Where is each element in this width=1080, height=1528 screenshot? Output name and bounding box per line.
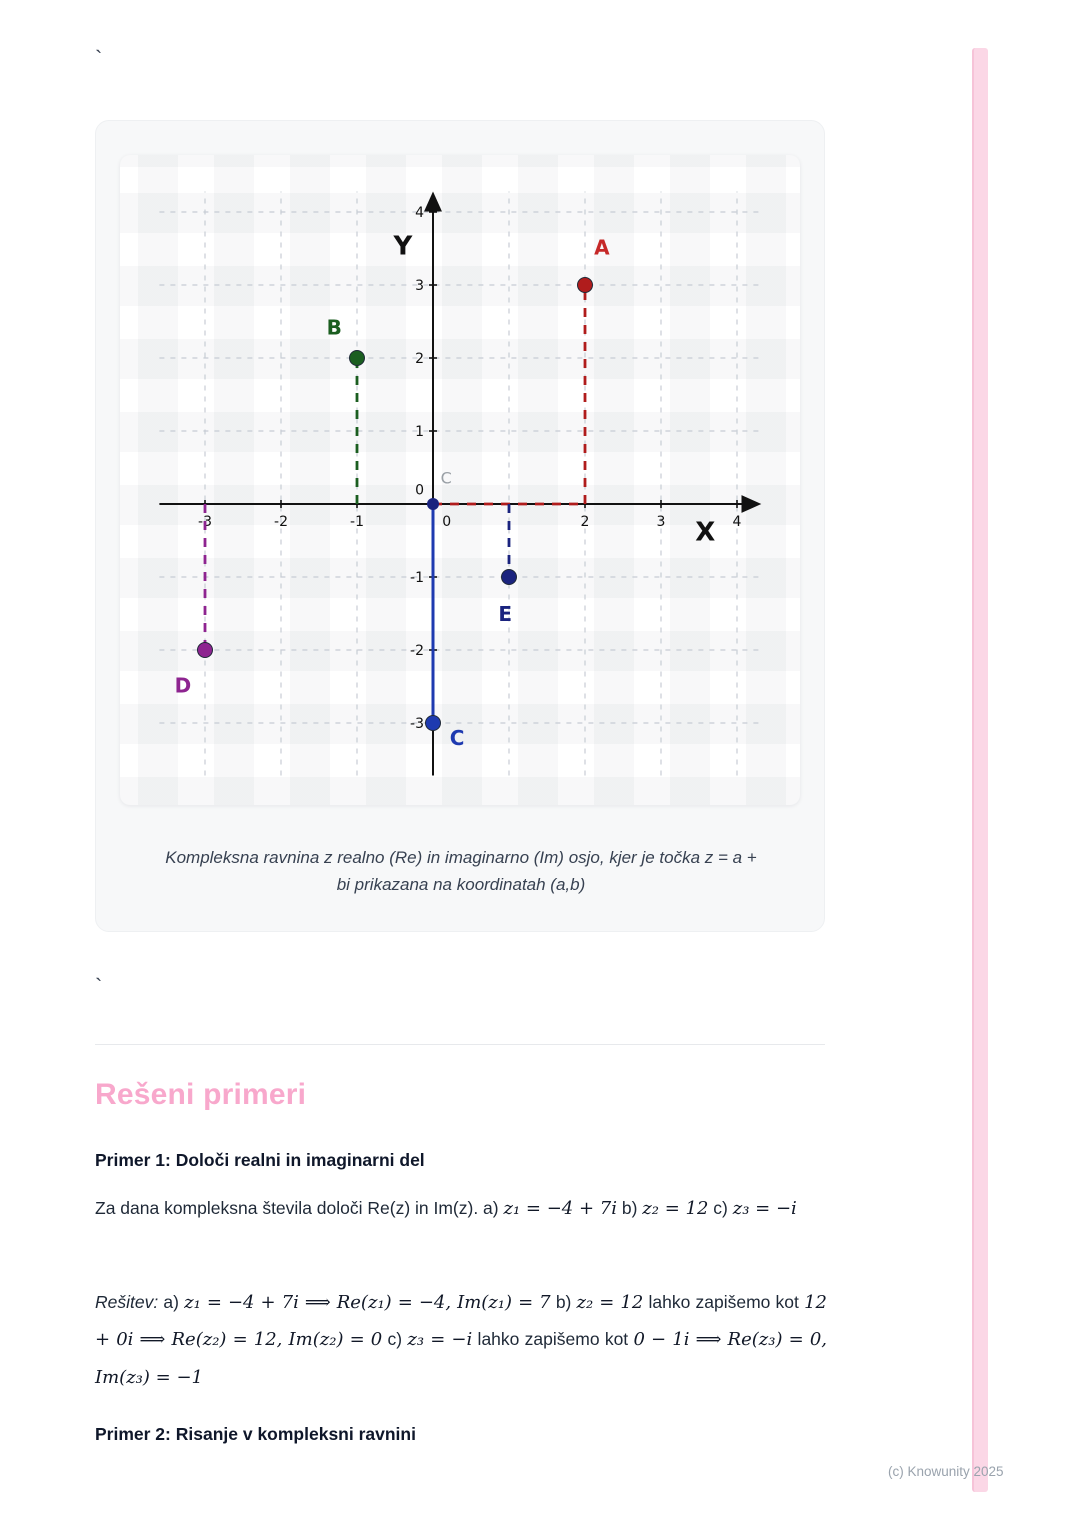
text-run: lahko zapišemo kot [643,1292,805,1312]
y-tick-label: 2 [415,351,424,367]
origin-label: C [440,468,452,488]
y-tick-label: 1 [415,424,424,440]
solution-label: Rešitev: [95,1292,159,1312]
y-tick-label: -1 [410,570,424,586]
example1-title: Primer 1: Določi realni in imaginarni del [95,1150,425,1170]
data-point [198,643,213,658]
text-run: b) [550,1292,577,1312]
x-tick-label: -3 [198,514,212,530]
math-run: z₃ = −i [732,1198,797,1219]
y-tick-label: -2 [410,643,424,659]
backtick-top: ` [95,46,103,71]
data-point [578,278,593,293]
x-tick-label: -2 [274,514,288,530]
data-point [426,716,441,731]
text-run: c) [708,1198,733,1218]
x-tick-label: 4 [732,514,742,530]
math-run: z₂ = 12 [642,1198,709,1219]
math-run: 0 − 1i ⟹ Re(z₃) = 0, Im(z₃) = −1 [95,1329,827,1388]
text-run: a) [158,1292,185,1312]
text-run: b) [616,1198,643,1218]
y-tick-label: 0 [415,482,424,499]
chart-panel [120,155,800,805]
math-run: z₁ = −4 + 7i [503,1198,617,1219]
math-run: z₁ = −4 + 7i ⟹ Re(z₁) = −4, Im(z₁) = 7 [184,1292,551,1313]
complex-plane-chart [120,155,800,805]
data-point [502,570,517,585]
x-tick-label: -1 [350,514,364,530]
x-axis-label: X [695,517,716,548]
math-run: 12 + 0i ⟹ Re(z₂) = 12, Im(z₂) = 0 [95,1292,827,1351]
point-label: B [326,315,342,340]
figure-card [95,120,825,932]
text-run: lahko zapišemo kot [472,1329,634,1350]
origin-point [427,498,439,510]
y-tick-label: 3 [415,278,424,294]
math-run: z₂ = 12 [576,1292,644,1313]
x-tick-label: 0 [442,514,452,530]
x-tick-label: 3 [656,514,666,530]
solution-body [95,1284,827,1396]
x-tick-label: 2 [580,514,590,530]
point-label: A [594,235,610,260]
y-tick-label: 4 [415,205,424,221]
data-point [350,351,365,366]
text-run: Za dana kompleksna števila določi Re(z) in Im(z). a) [95,1198,504,1218]
text-run: c) [382,1329,408,1350]
point-label: C [449,725,465,750]
point-label: E [498,601,513,626]
example2-title: Primer 2: Risanje v kompleksni ravnini [95,1424,416,1444]
y-axis-label: Y [393,231,413,262]
section-heading: Rešeni primeri [95,1078,307,1111]
figure-caption: Kompleksna ravnina z realno (Re) in imaginarno (Im) osjo, kjer je točka z = a + bi prikazana na koordinatah (a,b) [165,848,757,895]
backtick-bottom: ` [95,974,103,999]
footer-credit: (c) Knowunity 2025 [888,1464,1004,1479]
math-run: z₃ = −i [407,1329,473,1351]
y-tick-label: -3 [410,716,424,732]
example1-body [95,1190,827,1227]
page-edge-accent [972,48,988,1492]
divider [95,1044,825,1045]
point-label: D [174,673,192,698]
